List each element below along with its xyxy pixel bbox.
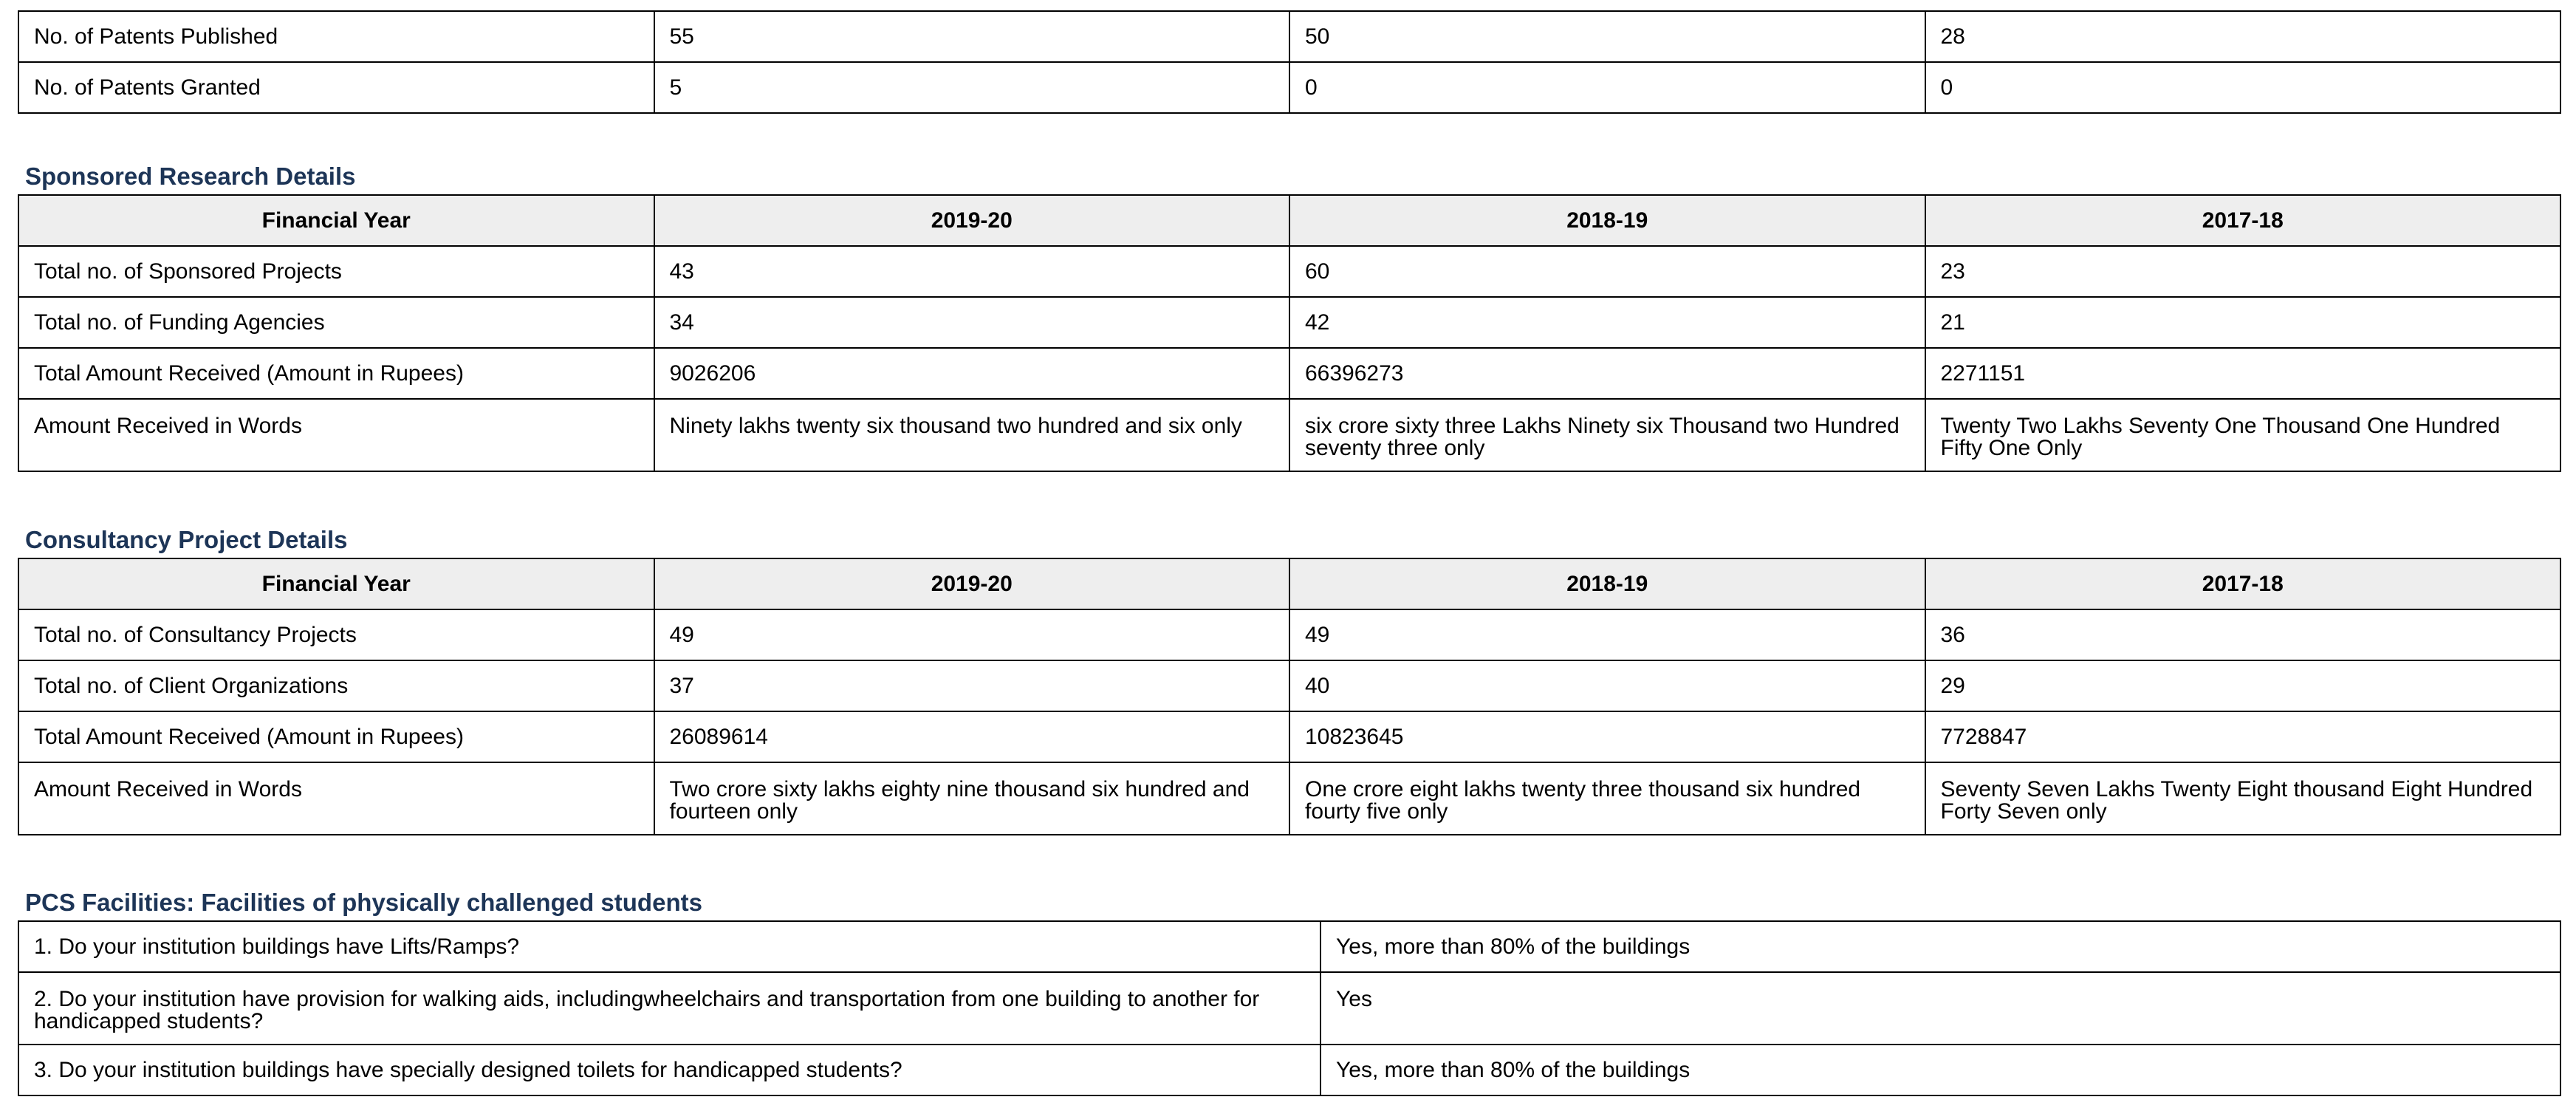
row-label: No. of Patents Granted bbox=[18, 62, 654, 113]
answer-cell: Yes, more than 80% of the buildings bbox=[1320, 1045, 2560, 1095]
value-cell: One crore eight lakhs twenty three thousand six hundred fourty five only bbox=[1289, 762, 1925, 835]
column-header: Financial Year bbox=[18, 195, 654, 246]
value-cell: 29 bbox=[1925, 660, 2561, 711]
row-label: Total Amount Received (Amount in Rupees) bbox=[18, 348, 654, 399]
column-header: Financial Year bbox=[18, 558, 654, 609]
table-row bbox=[18, 246, 2560, 297]
value-cell: 5 bbox=[654, 62, 1290, 113]
answer-cell: Yes, more than 80% of the buildings bbox=[1320, 921, 2560, 972]
table-row bbox=[18, 399, 2560, 471]
table-row bbox=[18, 711, 2560, 762]
row-label: Total no. of Client Organizations bbox=[18, 660, 654, 711]
value-cell: 21 bbox=[1925, 297, 2561, 348]
value-cell: 23 bbox=[1925, 246, 2561, 297]
column-header: 2018-19 bbox=[1289, 558, 1925, 609]
table-row bbox=[18, 972, 2560, 1045]
value-cell: 7728847 bbox=[1925, 711, 2561, 762]
row-label: Amount Received in Words bbox=[18, 762, 654, 835]
value-cell: 10823645 bbox=[1289, 711, 1925, 762]
value-cell: 9026206 bbox=[654, 348, 1290, 399]
value-cell: 50 bbox=[1289, 11, 1925, 62]
value-cell: 28 bbox=[1925, 11, 2561, 62]
answer-cell: Yes bbox=[1320, 972, 2560, 1045]
value-cell: 36 bbox=[1925, 609, 2561, 660]
table-row bbox=[18, 297, 2560, 348]
table-row bbox=[18, 921, 2560, 972]
consultancy-section-title: Consultancy Project Details bbox=[25, 526, 348, 553]
header-row bbox=[18, 558, 2560, 609]
column-header: 2017-18 bbox=[1925, 558, 2561, 609]
value-cell: 49 bbox=[1289, 609, 1925, 660]
pcs-table bbox=[18, 920, 2561, 1096]
column-header: 2019-20 bbox=[654, 558, 1290, 609]
value-cell: 0 bbox=[1925, 62, 2561, 113]
value-cell: 42 bbox=[1289, 297, 1925, 348]
value-cell: 40 bbox=[1289, 660, 1925, 711]
header-row bbox=[18, 195, 2560, 246]
row-label: Total no. of Consultancy Projects bbox=[18, 609, 654, 660]
question-cell: 2. Do your institution have provision for walking aids, includingwheelchairs and transportation from one building to another for handicapped students? bbox=[18, 972, 1320, 1045]
value-cell: 66396273 bbox=[1289, 348, 1925, 399]
row-label: Total no. of Sponsored Projects bbox=[18, 246, 654, 297]
sponsored-table bbox=[18, 194, 2561, 472]
value-cell: 55 bbox=[654, 11, 1290, 62]
table-row bbox=[18, 11, 2560, 62]
row-label: No. of Patents Published bbox=[18, 11, 654, 62]
row-label: Total Amount Received (Amount in Rupees) bbox=[18, 711, 654, 762]
pcs-section-title: PCS Facilities: Facilities of physically challenged students bbox=[25, 889, 702, 916]
value-cell: Seventy Seven Lakhs Twenty Eight thousand Eight Hundred Forty Seven only bbox=[1925, 762, 2561, 835]
row-label: Amount Received in Words bbox=[18, 399, 654, 471]
value-cell: 60 bbox=[1289, 246, 1925, 297]
table-row bbox=[18, 62, 2560, 113]
patents-table bbox=[18, 10, 2561, 114]
value-cell: 26089614 bbox=[654, 711, 1290, 762]
question-cell: 1. Do your institution buildings have Lifts/Ramps? bbox=[18, 921, 1320, 972]
value-cell: Ninety lakhs twenty six thousand two hundred and six only bbox=[654, 399, 1290, 471]
value-cell: Twenty Two Lakhs Seventy One Thousand One Hundred Fifty One Only bbox=[1925, 399, 2561, 471]
table-row bbox=[18, 609, 2560, 660]
value-cell: 2271151 bbox=[1925, 348, 2561, 399]
column-header: 2017-18 bbox=[1925, 195, 2561, 246]
value-cell: 43 bbox=[654, 246, 1290, 297]
value-cell: 34 bbox=[654, 297, 1290, 348]
sponsored-section-title: Sponsored Research Details bbox=[25, 163, 356, 190]
table-row bbox=[18, 1045, 2560, 1095]
value-cell: 0 bbox=[1289, 62, 1925, 113]
row-label: Total no. of Funding Agencies bbox=[18, 297, 654, 348]
column-header: 2018-19 bbox=[1289, 195, 1925, 246]
value-cell: Two crore sixty lakhs eighty nine thousand six hundred and fourteen only bbox=[654, 762, 1290, 835]
value-cell: 49 bbox=[654, 609, 1290, 660]
question-cell: 3. Do your institution buildings have specially designed toilets for handicapped students? bbox=[18, 1045, 1320, 1095]
table-row bbox=[18, 660, 2560, 711]
value-cell: six crore sixty three Lakhs Ninety six Thousand two Hundred seventy three only bbox=[1289, 399, 1925, 471]
value-cell: 37 bbox=[654, 660, 1290, 711]
column-header: 2019-20 bbox=[654, 195, 1290, 246]
table-row bbox=[18, 348, 2560, 399]
consultancy-table bbox=[18, 558, 2561, 835]
table-row bbox=[18, 762, 2560, 835]
